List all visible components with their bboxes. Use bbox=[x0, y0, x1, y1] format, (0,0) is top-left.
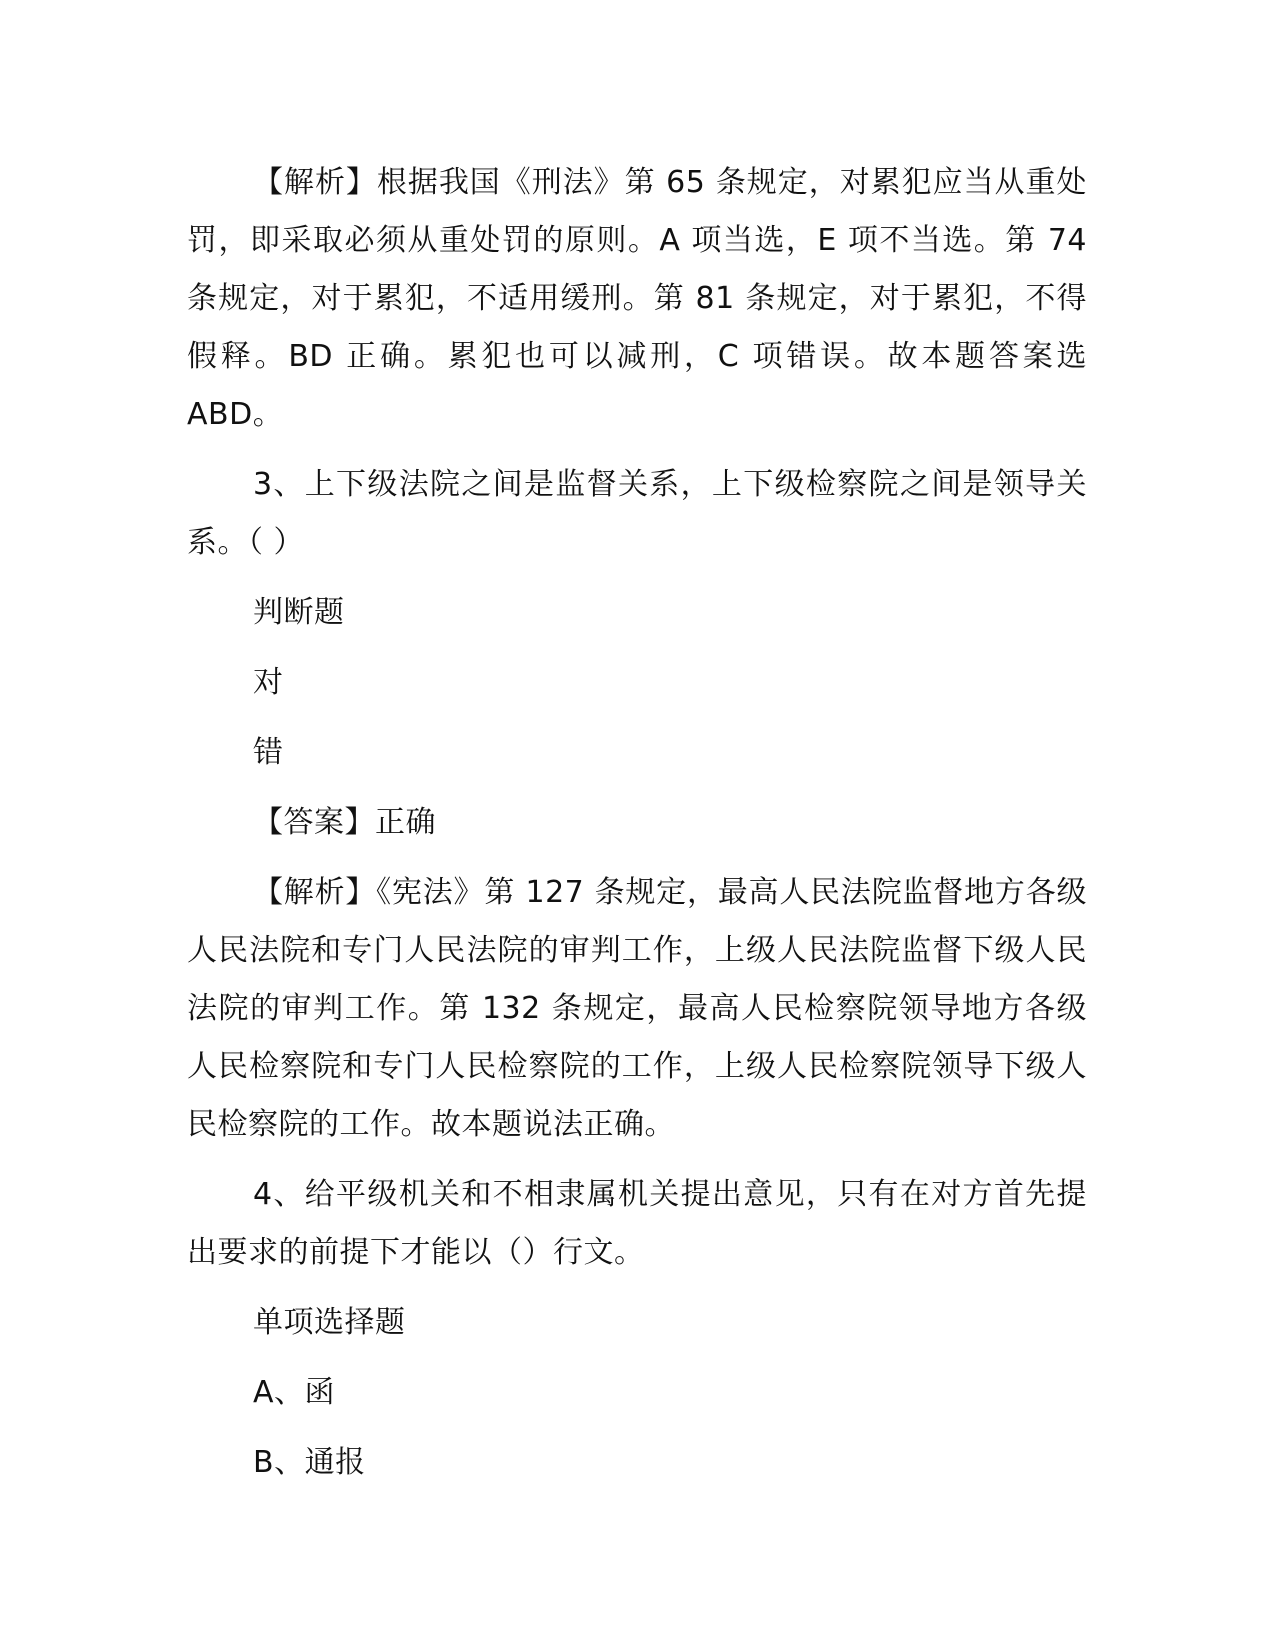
answer-line: 【答案】正确 bbox=[253, 805, 436, 840]
analysis-paragraph: 【解析】根据我国《刑法》第 65 条规定，对累犯应当从重处罚，即采取必须从重处罚的原则。A 项当选，E 项不当选。第 74 条规定，对于累犯，不适用缓刑。第 81 条规定，对于累犯，不得假释。BD 正确。累犯也可以减刑，C 项错误。故本题答案选 ABD。 bbox=[187, 165, 1087, 432]
option-b: B、通报 bbox=[253, 1445, 366, 1480]
option-a: A、函 bbox=[253, 1375, 336, 1410]
question-type-label: 单项选择题 bbox=[253, 1305, 406, 1340]
document-content bbox=[187, 154, 1087, 1492]
question-type-label: 判断题 bbox=[253, 595, 345, 630]
question-4-stem: 4、给平级机关和不相隶属机关提出意见，只有在对方首先提出要求的前提下才能以（）行文。 bbox=[187, 1177, 1087, 1270]
question-3-stem: 3、上下级法院之间是监督关系，上下级检察院之间是领导关系。（ ） bbox=[187, 467, 1087, 560]
option-true: 对 bbox=[253, 665, 284, 700]
analysis-paragraph: 【解析】《宪法》第 127 条规定，最高人民法院监督地方各级人民法院和专门人民法院的审判工作，上级人民法院监督下级人民法院的审判工作。第 132 条规定，最高人民检察院领导地方各级人民检察院和专门人民检察院的工作，上级人民检察院领导下级人民检察院的工作。故本题说法正确。 bbox=[187, 875, 1087, 1142]
option-false: 错 bbox=[253, 735, 284, 770]
